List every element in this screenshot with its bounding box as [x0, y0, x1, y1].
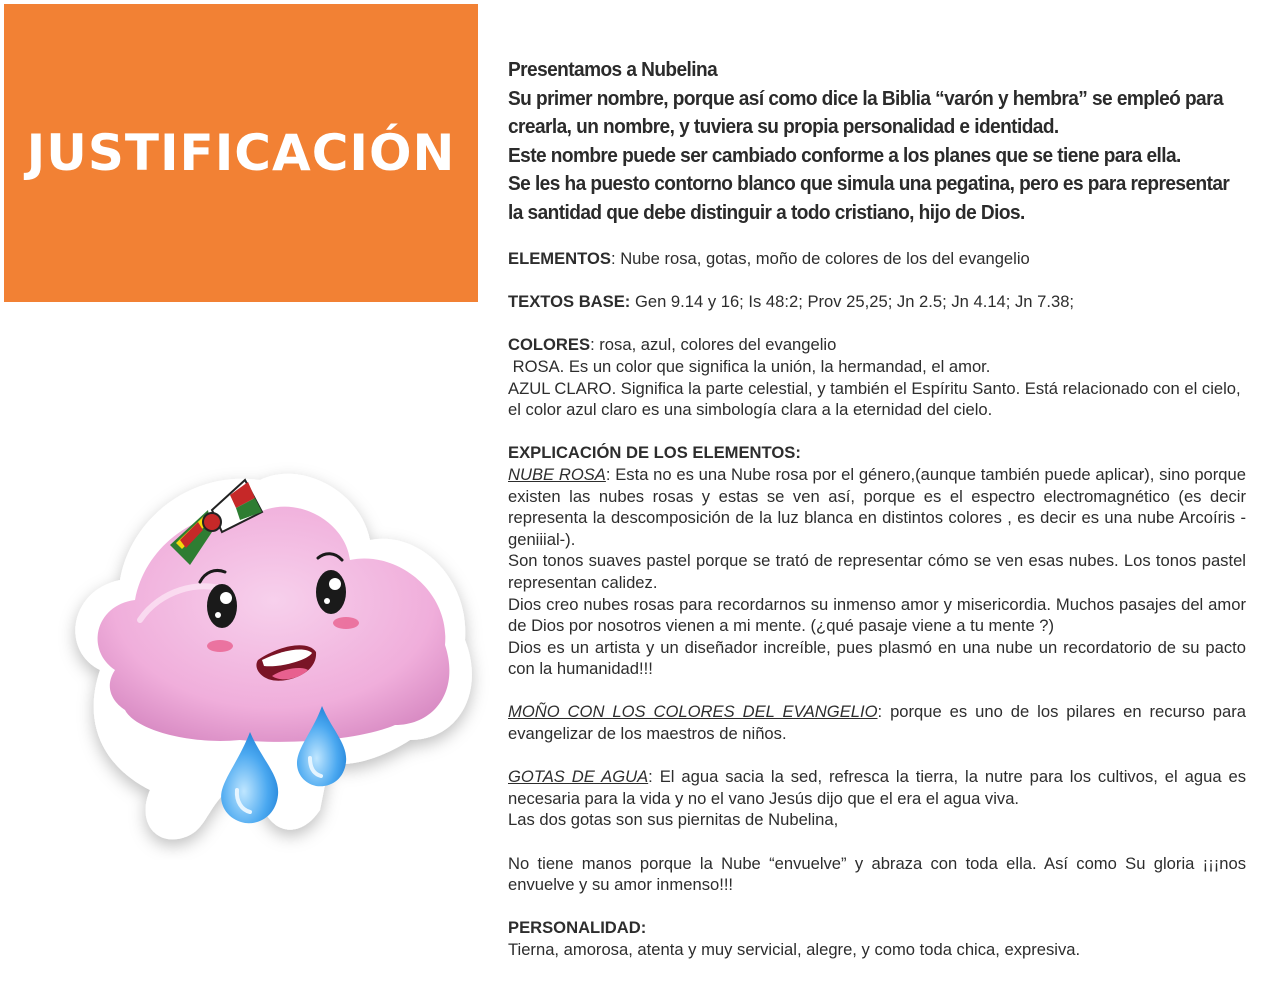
mono-text: : porque es uno de los pilares en recurso para evangelizar de los maestros de niños. [508, 702, 1246, 744]
textos-base-text: Gen 9.14 y 16; Is 48:2; Prov 25,25; Jn 2.5; Jn 4.14; Jn 7.38; [630, 292, 1075, 312]
intro-line: la santidad que debe distinguir a todo cristiano, hijo de Dios. [508, 200, 1025, 224]
pink-cloud-sticker-icon [40, 440, 490, 860]
intro-line: Este nombre puede ser cambiado conforme a los planes que se tiene para ella. [508, 143, 1181, 167]
personalidad-text: Tierna, amorosa, atenta y muy servicial, alegre, y como toda chica, expresiva. [508, 940, 1081, 959]
intro-line: crearla, un nombre, y tuviera su propia personalidad e identidad. [508, 115, 1059, 138]
title-banner [4, 4, 478, 302]
gotas-label: GOTAS DE AGUA [508, 767, 649, 787]
nube-rosa-text: : Esta no es una Nube rosa por el género,(aunque también puede aplicar), sino porque existen las nubes rosas y estas se ven así, porque es el espectro electromagnético (es decir representa la descomposición de la luz blanca en distintos colores , es decir es una nube Arcoíris -geniiial-). [508, 464, 1246, 549]
nube-rosa-p3: Dios creo nubes rosas para recordarnos su inmenso amor y misericordia. Muchos pasajes del amor de Dios por nosotros vienen a mi mente. (¿qué pasaje viene a tu mente ?) [508, 594, 1246, 636]
elementos-paragraph [508, 248, 1246, 270]
elementos-label: ELEMENTOS [508, 249, 611, 268]
colores-text: : rosa, azul, colores del evangelio [590, 335, 837, 355]
intro-line: Su primer nombre, porque así como dice la Biblia “varón y hembra” se empleó para [508, 86, 1224, 110]
textos-base-paragraph [508, 291, 1246, 313]
page-title: JUSTIFICACIÓN [26, 124, 456, 182]
colores-label: COLORES [508, 335, 591, 355]
mono-paragraph [508, 701, 1246, 744]
textos-base-label: TEXTOS BASE: [508, 292, 631, 312]
gotas-paragraph [508, 766, 1246, 809]
colores-paragraph [508, 334, 1246, 356]
nube-rosa-label: NUBE ROSA [508, 464, 606, 484]
intro-line: Se les ha puesto contorno blanco que simula una pegatina, pero es para representar [508, 172, 1230, 195]
intro-line: Presentamos a Nubelina [508, 58, 718, 81]
gotas-p2: Las dos gotas son sus piernitas de Nubelina, [508, 810, 839, 830]
mono-label: MOÑO CON LOS COLORES DEL EVANGELIO [508, 702, 878, 722]
nube-rosa-p4: Dios es un artista y un diseñador increíble, pues plasmó en una nube un recordatorio de su pacto con la humanidad!!! [508, 637, 1246, 679]
personalidad-heading: PERSONALIDAD: [508, 918, 647, 938]
nube-rosa-paragraph [508, 464, 1246, 550]
colores-azul: AZUL CLARO. Significa la parte celestial, y también el Espíritu Santo. Está relacionado con el cielo, el color azul claro es una simbología clara a la eternidad del cielo. [508, 378, 1241, 420]
elementos-text: : Nube rosa, gotas, moño de colores de los del evangelio [610, 249, 1030, 268]
colores-rosa: ROSA. Es un color que significa la unión, la hermandad, el amor. [508, 356, 991, 376]
nube-rosa-p2: Son tonos suaves pastel porque se trató de representar cómo se ven esas nubes. Los tonos pastel representan calidez. [508, 551, 1246, 592]
intro-text [508, 56, 1230, 227]
body-text [508, 248, 1246, 961]
manos-paragraph: No tiene manos porque la Nube “envuelve” y abraza con toda ella. Así como Su gloria ¡¡¡nos envuelve y su amor inmenso!!! [508, 853, 1246, 895]
explicacion-heading: EXPLICACIÓN DE LOS ELEMENTOS: [508, 443, 801, 463]
gotas-text: : El agua sacia la sed, refresca la tierra, la nutre para los cultivos, el agua es necesaria para la vida y no el vano Jesús dijo que el era el agua viva. [508, 767, 1246, 808]
